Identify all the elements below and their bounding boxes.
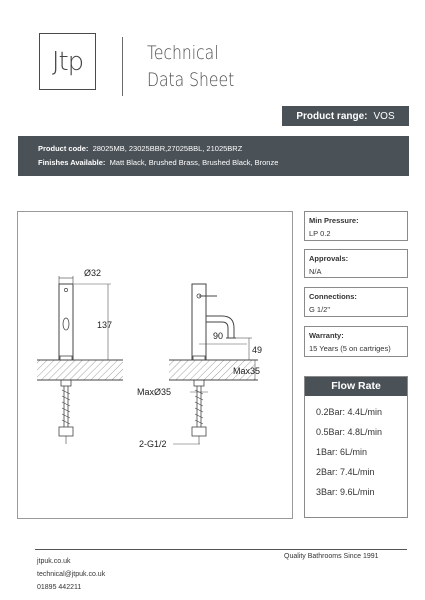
footer-contact <box>37 555 105 594</box>
dim-spout: 49 <box>252 345 263 355</box>
warranty-box <box>304 326 408 357</box>
warranty-label: Warranty: <box>309 331 344 340</box>
dim-thread: 2-G1/2 <box>139 439 167 449</box>
min-pressure-box <box>304 211 408 241</box>
approvals-label: Approvals: <box>309 254 349 263</box>
footer-phone: 01895 442211 <box>37 584 82 591</box>
product-range-label: Product range: <box>296 110 368 122</box>
technical-drawing <box>18 212 294 520</box>
footer-website[interactable]: jtpuk.co.uk <box>37 558 71 565</box>
technical-drawing-panel <box>17 211 293 519</box>
flow-rate-item: 2Bar: 7.4L/min <box>316 467 375 477</box>
logo-text: Jtp <box>51 46 84 77</box>
approvals-box <box>304 249 408 278</box>
finishes-label: Finishes Available: <box>38 158 106 167</box>
flow-rate-item: 3Bar: 9.6L/min <box>316 487 375 497</box>
min-pressure-label: Min Pressure: <box>309 216 359 225</box>
product-code-value: 28025MB, 23025BBR,27025BBL, 21025BRZ <box>92 144 243 153</box>
dim-height: 137 <box>97 320 113 330</box>
tap-body-side <box>192 284 206 360</box>
page-title <box>147 40 234 94</box>
product-code-row <box>38 142 409 156</box>
dim-max: Max35 <box>233 366 261 376</box>
counter-hatch-left <box>37 360 123 380</box>
dim-reach: 90 <box>213 331 224 341</box>
product-code-label: Product code: <box>38 144 89 153</box>
connections-box <box>304 287 408 317</box>
footer-divider <box>35 549 407 550</box>
connections-label: Connections: <box>309 292 357 301</box>
front-view-drawing <box>37 268 123 444</box>
product-range-value: VOS <box>373 110 395 122</box>
min-pressure-value: LP 0.2 <box>309 229 331 238</box>
flow-rate-list <box>305 396 407 502</box>
logo <box>39 33 96 90</box>
side-view-drawing <box>137 284 262 449</box>
flow-rate-item: 1Bar: 6L/min <box>316 447 368 457</box>
title-line-2: Data Sheet <box>147 69 235 91</box>
connections-value: G 1/2" <box>309 305 331 314</box>
header-divider <box>122 37 123 96</box>
product-info-bar <box>18 136 409 176</box>
dim-diameter: Ø32 <box>84 268 102 278</box>
warranty-value: 15 Years (5 on cartriges) <box>309 344 391 353</box>
footer-tagline: Quality Bathrooms Since 1991 <box>284 553 379 560</box>
flow-rate-box <box>304 376 408 518</box>
flow-rate-item: 0.5Bar: 4.8L/min <box>316 427 383 437</box>
flow-rate-item: 0.2Bar: 4.4L/min <box>316 407 383 417</box>
finishes-value: Matt Black, Brushed Brass, Brushed Black, Bronze <box>109 158 279 167</box>
title-line-1: Technical <box>147 42 219 64</box>
finishes-row <box>38 156 409 170</box>
flow-rate-title: Flow Rate <box>305 377 407 396</box>
footer-email[interactable]: technical@jtpuk.co.uk <box>37 571 106 578</box>
tap-body-front <box>59 284 73 360</box>
approvals-value: N/A <box>309 267 322 276</box>
dim-max-diameter: MaxØ35 <box>137 387 172 397</box>
product-range-bar <box>282 106 409 126</box>
